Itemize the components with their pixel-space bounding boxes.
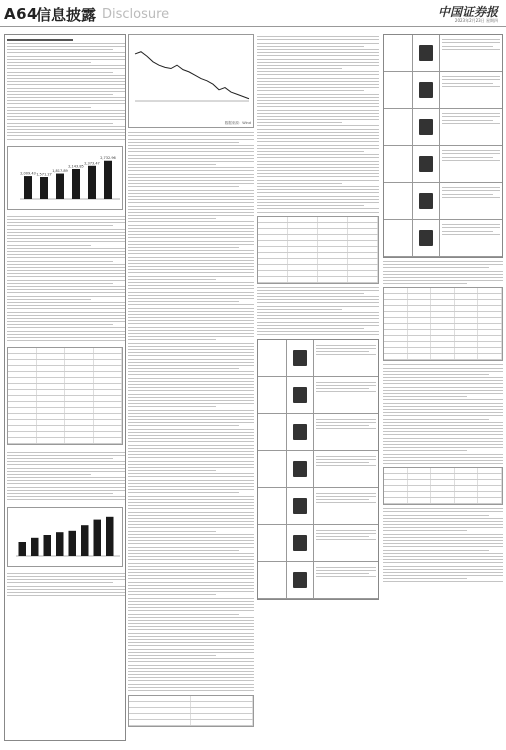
paper-logo: 中国证券报 (437, 5, 498, 19)
bar (72, 169, 80, 199)
text-block-7 (257, 287, 379, 336)
seal-icon (293, 535, 307, 551)
bar (69, 530, 77, 555)
bar (94, 519, 102, 555)
data-table-4 (383, 287, 503, 361)
bar-value-label: 1,571.27 (36, 172, 52, 177)
column-2 (128, 34, 254, 739)
text-block-6 (257, 36, 379, 212)
text-block-3 (5, 447, 126, 504)
bar-value-label: 1,817.89 (52, 168, 68, 173)
bar (81, 525, 89, 556)
bar (19, 542, 27, 556)
line-chart-svg (129, 35, 253, 115)
seal-icon (419, 119, 433, 135)
section-title: 信息披露 (36, 6, 97, 24)
bar (56, 173, 64, 198)
disclosure-block-right (383, 34, 503, 258)
bar-chart-1 (7, 146, 123, 210)
data-table-3 (257, 216, 379, 284)
bar-chart-2-svg (8, 508, 122, 564)
page-number: A64 (4, 5, 38, 23)
bar (104, 160, 112, 198)
seal-icon (293, 498, 307, 514)
text-block-10 (383, 508, 503, 582)
bar (88, 165, 96, 198)
text-block-1 (5, 35, 126, 144)
data-table-1 (7, 347, 123, 445)
bar (31, 537, 39, 555)
seal-icon (419, 193, 433, 209)
disclosure-block-left (257, 339, 379, 600)
bar (56, 532, 64, 556)
text-block-5 (128, 128, 254, 695)
page-header (0, 0, 506, 27)
column-3 (257, 34, 379, 739)
series-line (135, 52, 249, 99)
bar (106, 516, 114, 555)
seal-icon (293, 350, 307, 366)
text-block-9 (383, 364, 503, 464)
bar (44, 535, 52, 556)
seal-icon (293, 461, 307, 477)
data-table-5 (383, 467, 503, 505)
bar-value-label: 2,009.43 (20, 171, 36, 176)
bar-value-label: 2,732.96 (100, 155, 116, 160)
bar-chart-1-svg (8, 147, 122, 207)
text-block-4 (5, 569, 126, 601)
seal-icon (419, 230, 433, 246)
seal-icon (293, 387, 307, 403)
text-block-2 (5, 212, 126, 346)
column-4 (383, 34, 503, 739)
bar (24, 176, 32, 199)
line-chart-source: 数据来源：Wind (224, 121, 251, 125)
seal-icon (419, 82, 433, 98)
seal-icon (293, 572, 307, 588)
seal-icon (293, 424, 307, 440)
data-table-2 (128, 695, 254, 727)
bar-value-label: 2,373.47 (84, 160, 100, 165)
bar-chart-2 (7, 507, 123, 567)
column-1 (4, 34, 126, 741)
text-block-8 (383, 261, 503, 284)
seal-icon (419, 45, 433, 61)
bar-value-label: 2,143.85 (68, 164, 84, 169)
issue-date: 2023年2月23日 星期四 (454, 18, 498, 23)
bar (40, 177, 48, 199)
seal-icon (419, 156, 433, 172)
line-chart (128, 34, 254, 128)
section-en: Disclosure (102, 7, 170, 22)
